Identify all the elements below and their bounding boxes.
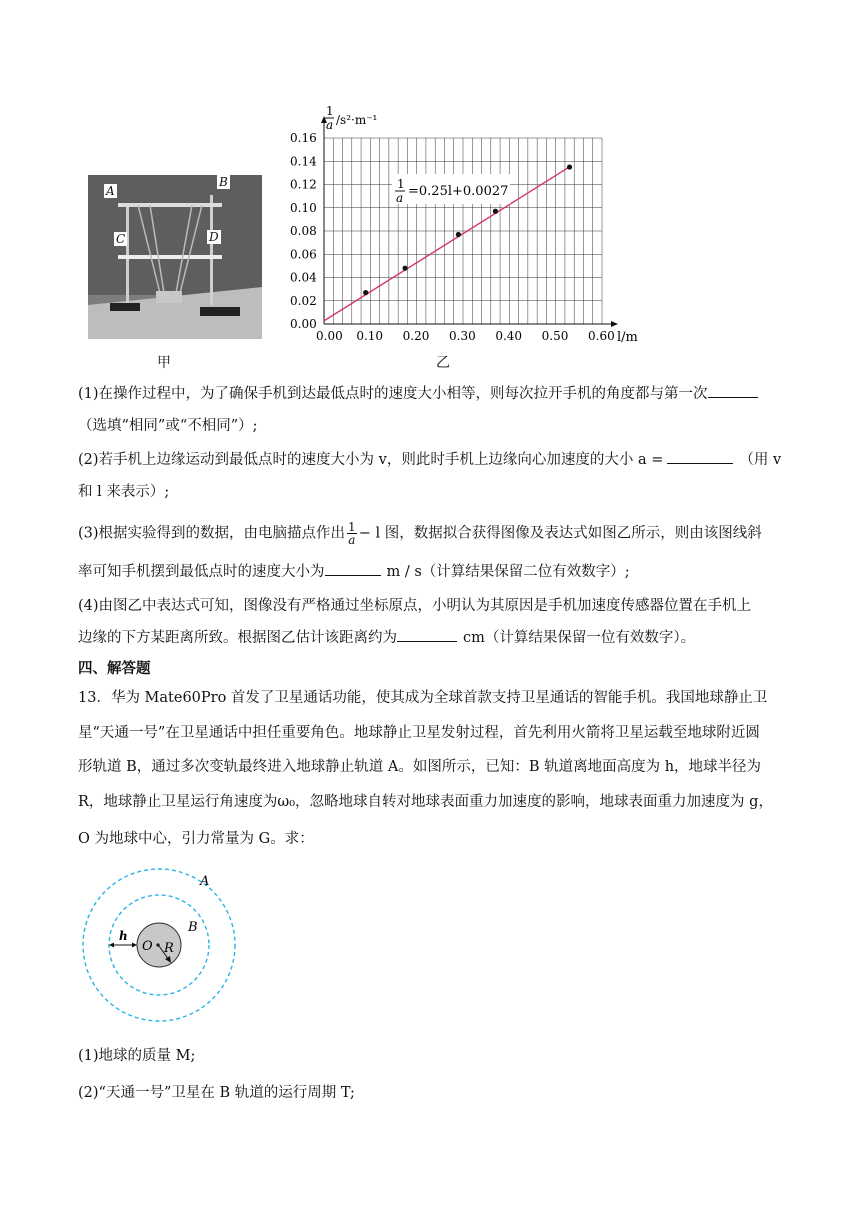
q2-text-a: (2)若手机上边缘运动到最低点时的速度大小为 v，则此时手机上边缘向心加速度的大小 a = (78, 452, 664, 468)
q2-line1 (78, 449, 782, 471)
q1-line1 (78, 383, 778, 405)
orbit-label-a: A (200, 874, 210, 889)
apparatus-photo (88, 175, 262, 339)
label-o: O (142, 939, 153, 954)
equation-lhs-num: 1 (397, 177, 405, 191)
orbit-label-b: B (188, 920, 198, 935)
q13-line3: 形轨道 B，通过多次变轨最终进入地球静止轨道 A。如图所示，已知：B 轨道离地面高度为 h，地球半径为 (78, 759, 762, 775)
q2-line2 (78, 481, 778, 503)
y-tick-label: 0.10 (290, 200, 317, 215)
chart-yi (280, 100, 650, 350)
q13-line4: R，地球静止卫星运行角速度为ω₀，忽略地球自转对地球表面重力加速度的影响，地球表面重力加速度为 g， (78, 794, 773, 810)
h-arrowhead-left (109, 943, 114, 948)
q4-line2 (78, 627, 778, 649)
q4-text-c: cm（计算结果保留一位有效数字）。 (463, 630, 696, 646)
q2-text-b: （用 v (739, 452, 782, 468)
caption-yi: 乙 (436, 355, 450, 371)
y-tick-label: 0.08 (290, 224, 317, 238)
q3-line1 (78, 521, 778, 546)
q4-text-b: 边缘的下方某距离所致。根据图乙估计该距离约为 (78, 630, 397, 646)
x-tick-label: 0.40 (495, 329, 523, 343)
ylabel-den: a (326, 118, 334, 132)
q13-sub2: (2)“天通一号”卫星在 B 轨道的运行周期 T; (78, 1085, 355, 1101)
y-tick-label: 0.16 (290, 131, 317, 145)
q13-sub1: (1)地球的质量 M; (78, 1048, 196, 1064)
label-c: C (116, 232, 126, 246)
apparatus-drawing (88, 175, 262, 339)
x-tick-label: 0.30 (449, 329, 476, 343)
y-tick-label: 0.14 (290, 154, 317, 169)
q1-blank[interactable] (708, 383, 758, 398)
q1-text-a: (1)在操作过程中，为了确保手机到达最低点时的速度大小相等，则每次拉开手机的角度都与第一次 (78, 386, 708, 402)
section-heading: 四、解答题 (78, 660, 151, 677)
x-axis-arrow (611, 321, 618, 327)
chart-grid (324, 138, 602, 324)
equation-rhs: =0.25l+0.0027 (408, 184, 509, 199)
q1-line2 (78, 415, 778, 437)
orbit-diagram (76, 860, 246, 1030)
q13-line2: 星“天通一号”在卫星通话中担任重要角色。地球静止卫星发射过程，首先利用火箭将卫星运载至地球附近圆 (78, 725, 760, 741)
y-tick-label: 0.12 (290, 177, 317, 192)
y-tick-label: 0.00 (290, 317, 317, 331)
h-arrowhead-right (132, 943, 137, 948)
q3-blank[interactable] (325, 561, 381, 576)
q1-text-b: （选填“相同”或“不相同”）; (78, 418, 258, 434)
q13-line1: 13．华为 Mate60Pro 首发了卫星通话功能，使其成为全球首款支持卫星通话的智能手机。我国地球静止卫 (78, 690, 768, 706)
xlabel: l/m (617, 330, 638, 345)
ylabel-unit: /s²·m⁻¹ (336, 113, 378, 127)
y-tick-label: 0.06 (290, 247, 317, 262)
q3-line2 (78, 561, 778, 583)
x-tick-label: 0.60 (588, 329, 615, 343)
label-h: h (119, 929, 128, 943)
q3-text-c: 率可知手机摆到最低点时的速度大小为 (78, 564, 325, 580)
label-a: A (106, 184, 115, 198)
caption-jia: 甲 (157, 355, 171, 371)
label-d: D (209, 230, 219, 244)
data-point (456, 232, 461, 237)
q2-blank[interactable] (667, 449, 733, 464)
label-b: B (219, 175, 228, 189)
data-point (567, 164, 572, 169)
q13-line5: O 为地球中心，引力常量为 G。求： (78, 831, 314, 847)
x-tick-label: 0.10 (356, 329, 384, 343)
x-tick-label: 0.00 (316, 329, 343, 343)
q4-line1 (78, 595, 778, 617)
x-tick-label: 0.50 (541, 329, 569, 343)
q3-text-b: − l 图，数据拟合获得图像及表达式如图乙所示，则由该图线斜 (358, 525, 762, 542)
data-point (363, 290, 368, 295)
label-r: R (164, 941, 174, 956)
y-tick-label: 0.02 (290, 293, 317, 308)
q3-frac-num: 1 (348, 520, 356, 534)
q4-text-a: (4)由图乙中表达式可知，图像没有严格通过坐标原点，小明认为其原因是手机加速度传感器位置在手机上 (78, 598, 752, 614)
y-tick-label: 0.04 (290, 270, 317, 285)
q2-text-c: 和 l 来表示）; (78, 484, 170, 500)
data-point (493, 209, 498, 214)
q3-text-a: (3)根据实验得到的数据，由电脑描点作出 (78, 525, 346, 542)
data-point (402, 266, 407, 271)
q3-fraction (347, 521, 357, 546)
equation-lhs-den: a (396, 191, 404, 205)
x-tick-label: 0.20 (402, 329, 430, 343)
q3-frac-den: a (348, 533, 356, 547)
q4-blank[interactable] (397, 627, 457, 642)
ylabel-num: 1 (326, 104, 334, 118)
q3-text-d: m / s（计算结果保留二位有效数字）; (386, 564, 630, 580)
